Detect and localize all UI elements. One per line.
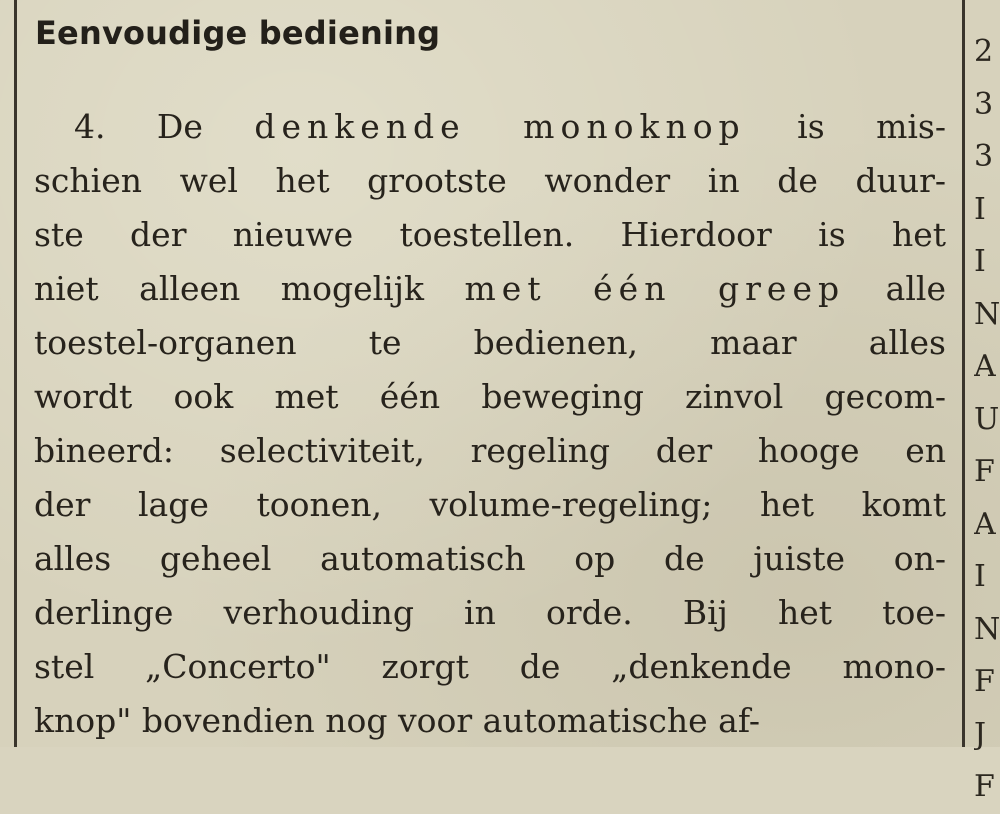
- article-line: [34, 154, 946, 208]
- column-rule-left: [14, 0, 17, 747]
- article-line: [34, 262, 946, 316]
- next-column-letter: J: [974, 716, 987, 752]
- next-column-letter: 3: [974, 139, 994, 174]
- article-line: [34, 316, 946, 370]
- line-text: bineerd: selectiviteit, regeling der hooge en: [34, 431, 946, 470]
- next-column-letter: N: [974, 611, 1000, 647]
- line-text: ste der nieuwe toestellen. Hierdoor is het: [34, 215, 946, 254]
- next-column-letter: F: [974, 664, 995, 699]
- line-text: 4. De: [74, 107, 255, 146]
- next-column-letter: A: [974, 349, 996, 384]
- next-column-fragment: [974, 26, 1000, 814]
- line-text: stel „Concerto" zorgt de „denkende mono-: [34, 647, 946, 686]
- next-column-letter: I: [974, 191, 986, 227]
- emphasized-text: denkende monoknop: [254, 107, 746, 146]
- next-column-letter: U: [974, 401, 1000, 437]
- article-heading: Eenvoudige bediening: [35, 14, 441, 52]
- next-column-letter: F: [974, 769, 995, 804]
- article-body: [34, 100, 946, 748]
- next-column-letter: F: [974, 454, 995, 489]
- line-text: wordt ook met één beweging zinvol gecom-: [34, 377, 946, 416]
- next-column-letter: I: [974, 559, 986, 594]
- next-column-letter: I: [974, 244, 986, 279]
- emphasized-text: met één greep: [464, 269, 846, 308]
- next-column-letter: 2: [974, 34, 994, 69]
- line-text: is mis-: [745, 107, 947, 146]
- column-rule-right: [962, 0, 965, 747]
- next-column-letter: N: [974, 296, 1000, 332]
- line-text: alles geheel automatisch op de juiste on-: [34, 539, 946, 578]
- article-line: [34, 586, 946, 640]
- line-text: knop" bovendien nog voor automatische af-: [34, 701, 761, 740]
- line-text: schien wel het grootste wonder in de duur-: [34, 161, 946, 200]
- article-line: [34, 100, 946, 154]
- next-column-letter: 3: [974, 86, 994, 122]
- article-line: [34, 424, 946, 478]
- line-text: derlinge verhouding in orde. Bij het toe-: [34, 593, 946, 632]
- article-line: [34, 208, 946, 262]
- article-line: [34, 370, 946, 424]
- line-text: niet alleen mogelijk: [34, 269, 465, 308]
- article-line: [34, 694, 946, 748]
- line-text: alle: [845, 269, 946, 308]
- line-text: der lage toonen, volume-regeling; het komt: [34, 485, 946, 524]
- article-line: [34, 532, 946, 586]
- next-column-letter: A: [974, 506, 996, 542]
- article-line: [34, 640, 946, 694]
- line-text: toestel-organen te bedienen, maar alles: [34, 323, 946, 362]
- article-line: [34, 478, 946, 532]
